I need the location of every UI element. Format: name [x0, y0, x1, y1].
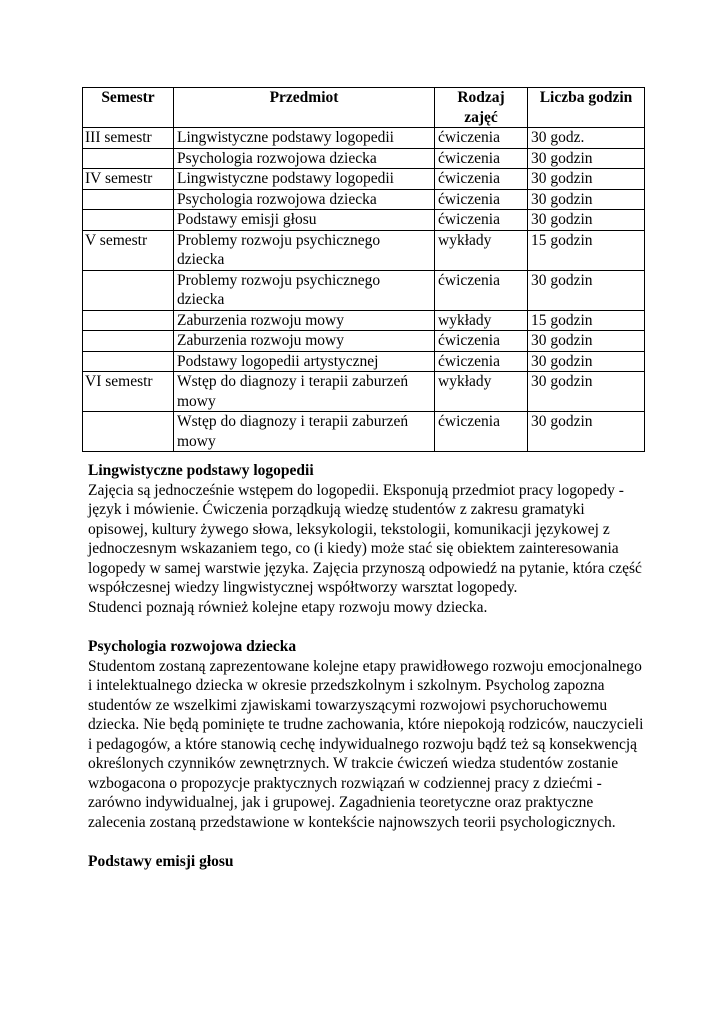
- row-semester: [83, 412, 174, 452]
- table-row: [83, 372, 645, 412]
- row-semester: [83, 189, 174, 210]
- row-subject: Lingwistyczne podstawy logopedii: [174, 128, 435, 149]
- row-hours: 30 godzin: [528, 189, 645, 210]
- table-row: [83, 351, 645, 372]
- table-row: [83, 230, 645, 270]
- row-type: ćwiczenia: [435, 412, 528, 452]
- section-title: Lingwistyczne podstawy logopedii: [88, 462, 314, 479]
- table-body: [83, 128, 645, 452]
- table-row: [83, 412, 645, 452]
- row-hours: 30 godzin: [528, 270, 645, 310]
- row-subject: Psychologia rozwojowa dziecka: [174, 189, 435, 210]
- row-subject: Zaburzenia rozwoju mowy: [174, 331, 435, 352]
- section-spacer: [88, 617, 648, 637]
- course-schedule-table: [82, 87, 645, 452]
- row-hours: 30 godzin: [528, 412, 645, 452]
- row-semester: VI semestr: [83, 372, 174, 412]
- section-title: Podstawy emisji głosu: [88, 853, 234, 870]
- row-subject: Podstawy emisji głosu: [174, 210, 435, 231]
- row-semester: [83, 310, 174, 331]
- course-descriptions: [88, 461, 648, 872]
- row-semester: [83, 331, 174, 352]
- table-row: [83, 169, 645, 190]
- row-type: ćwiczenia: [435, 210, 528, 231]
- row-subject: Wstęp do diagnozy i terapii zaburzeń mowy: [174, 412, 435, 452]
- row-type: ćwiczenia: [435, 270, 528, 310]
- table-row: [83, 270, 645, 310]
- row-hours: 30 godzin: [528, 331, 645, 352]
- row-hours: 30 godzin: [528, 351, 645, 372]
- header-type: Rodzaj zajęć: [435, 88, 528, 128]
- row-subject: Lingwistyczne podstawy logopedii: [174, 169, 435, 190]
- row-type: ćwiczenia: [435, 331, 528, 352]
- row-semester: [83, 210, 174, 231]
- row-type: ćwiczenia: [435, 169, 528, 190]
- row-semester: [83, 148, 174, 169]
- row-subject: Problemy rozwoju psychicznego dziecka: [174, 230, 435, 270]
- row-semester: [83, 270, 174, 310]
- row-subject: Zaburzenia rozwoju mowy: [174, 310, 435, 331]
- row-semester: V semestr: [83, 230, 174, 270]
- section-paragraph: Studentom zostaną zaprezentowane kolejne etapy prawidłowego rozwoju emocjonalnego i intelektualnego dziecka w okresie przedszkolnym i szkolnym. Psycholog zapozna studentów ze wszelkimi zjawiskami towarzyszącymi rozwojowi psychoruchowemu dziecka. Nie będą pominięte te trudne zachowania, które niepokoją rodziców, nauczycieli i pedagogów, a które stanowią cechę indywidualnego rozwoju bądź też są konsekwencją określonych czynników zewnętrznych. W trakcie ćwiczeń wiedza studentów zostanie wzbogacona o propozycje praktycznych rozwiązań w codziennej pracy z dziećmi - zarówno indywidualnej, jak i grupowej. Zagadnienia teoretyczne oraz praktyczne zalecenia zostaną przedstawione w kontekście najnowszych teorii psychologicznych.: [88, 657, 644, 831]
- row-hours: 30 godz.: [528, 128, 645, 149]
- table-row: [83, 331, 645, 352]
- row-type: wykłady: [435, 372, 528, 412]
- row-type: wykłady: [435, 310, 528, 331]
- row-type: wykłady: [435, 230, 528, 270]
- table-row: [83, 128, 645, 149]
- section-title: Psychologia rozwojowa dziecka: [88, 638, 297, 655]
- section-paragraph: Zajęcia są jednocześnie wstępem do logopedii. Eksponują przedmiot pracy logopedy - język i mówienie. Ćwiczenia porządkują wiedzę studentów z zakresu gramatyki opisowej, kultury żywego słowa, leksykologii, tekstologii, komunikacji językowej z jednoczesnym wskazaniem tego, co (i kiedy) może stać się obiektem zainteresowania logopedy w samej warstwie języka. Zajęcia przynoszą odpowiedź na pytanie, która część współczesnej wiedzy lingwistycznej współtworzy warsztat logopedy.: [88, 481, 642, 596]
- row-hours: 30 godzin: [528, 169, 645, 190]
- header-subject: Przedmiot: [174, 88, 435, 128]
- header-semester: Semestr: [83, 88, 174, 128]
- row-hours: 30 godzin: [528, 148, 645, 169]
- row-subject: Podstawy logopedii artystycznej: [174, 351, 435, 372]
- section-paragraph: Studenci poznają również kolejne etapy rozwoju mowy dziecka.: [88, 598, 488, 616]
- section-spacer: [88, 832, 648, 852]
- row-type: ćwiczenia: [435, 351, 528, 372]
- row-subject: Wstęp do diagnozy i terapii zaburzeń mowy: [174, 372, 435, 412]
- table-row: [83, 148, 645, 169]
- row-type: ćwiczenia: [435, 128, 528, 149]
- row-hours: 30 godzin: [528, 372, 645, 412]
- row-semester: III semestr: [83, 128, 174, 149]
- row-hours: 30 godzin: [528, 210, 645, 231]
- row-subject: Problemy rozwoju psychicznego dziecka: [174, 270, 435, 310]
- row-semester: [83, 351, 174, 372]
- row-type: ćwiczenia: [435, 189, 528, 210]
- table-row: [83, 189, 645, 210]
- row-subject: Psychologia rozwojowa dziecka: [174, 148, 435, 169]
- header-hours: Liczba godzin: [528, 88, 645, 128]
- table-row: [83, 310, 645, 331]
- table-row: [83, 210, 645, 231]
- row-hours: 15 godzin: [528, 230, 645, 270]
- table-header-row: [83, 88, 645, 128]
- row-type: ćwiczenia: [435, 148, 528, 169]
- row-hours: 15 godzin: [528, 310, 645, 331]
- row-semester: IV semestr: [83, 169, 174, 190]
